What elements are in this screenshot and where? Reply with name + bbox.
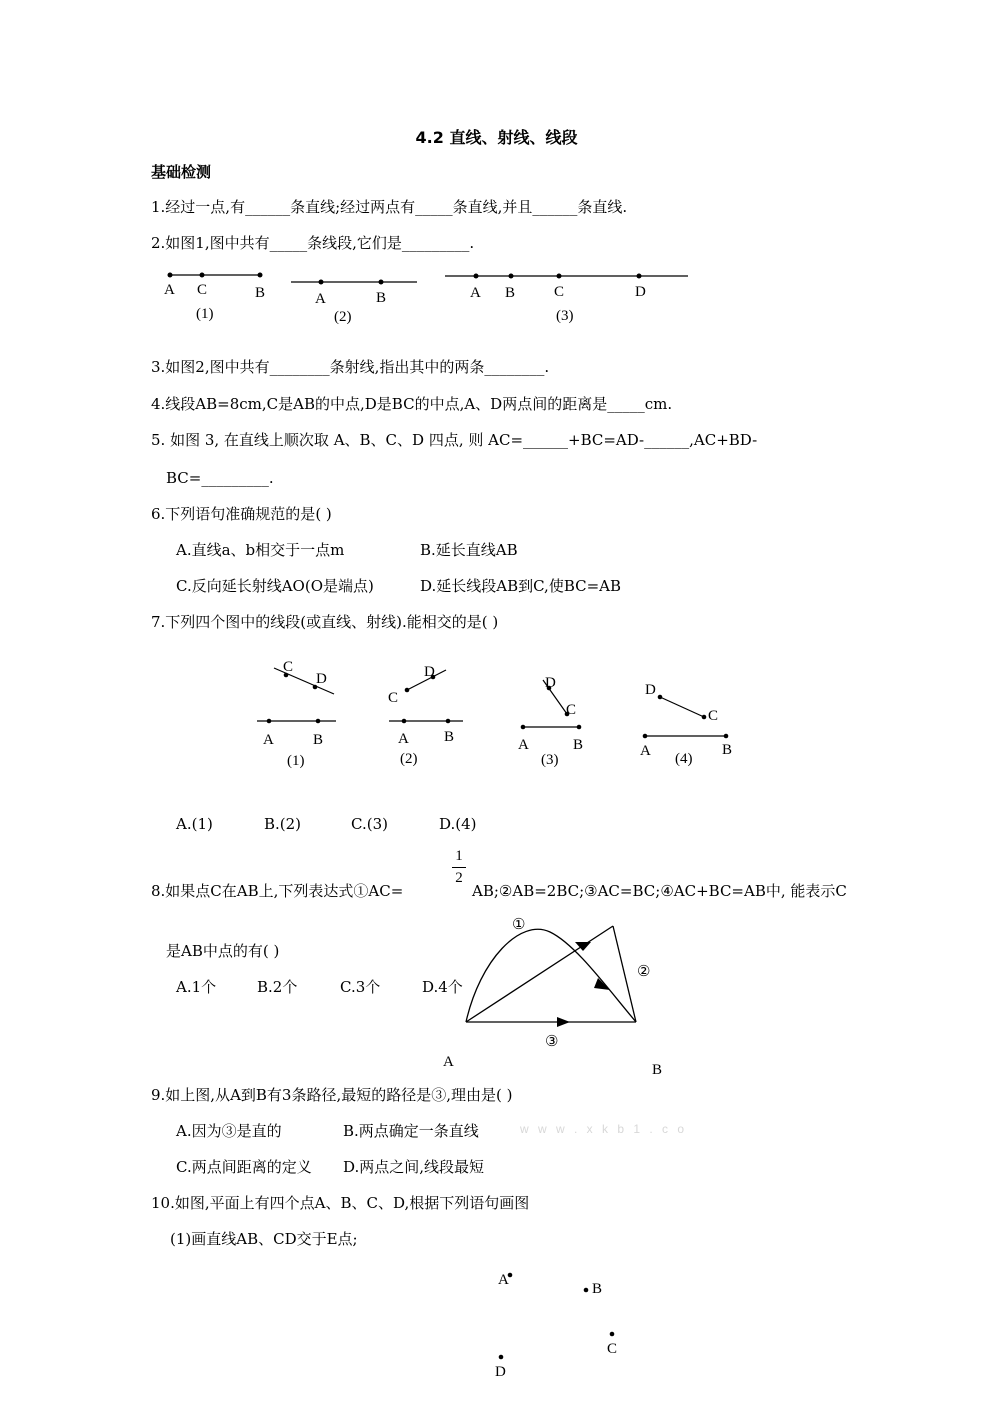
- q9-option-d: D.两点之间,线段最短: [343, 1158, 485, 1176]
- fig1-label: B: [255, 285, 266, 301]
- fig1-caption: (2): [334, 309, 352, 325]
- fig10-label-d: D: [495, 1364, 506, 1380]
- q6-option-d: D.延长线段AB到C,使BC=AB: [420, 577, 622, 595]
- fig1-label: A: [164, 282, 175, 298]
- fraction-numerator: 1: [455, 848, 463, 864]
- question-7: 7.下列四个图中的线段(或直线、射线).能相交的是( ): [151, 613, 499, 631]
- q8-ac: AC=: [368, 882, 404, 900]
- fig7-label: B: [722, 742, 733, 758]
- fig7-label: A: [398, 731, 409, 747]
- q6-option-c: C.反向延长射线AO(O是端点): [176, 577, 374, 595]
- fig7-caption: (1): [287, 753, 305, 769]
- fig7-label: C: [566, 702, 577, 718]
- question-9: 9.如上图,从A到B有3条路径,最短的路径是③,理由是( ): [151, 1086, 513, 1104]
- fig1-label: C: [197, 282, 208, 298]
- fig7-label: D: [424, 664, 435, 680]
- q8-option-d: D.4个: [422, 978, 463, 996]
- question-1: 1.经过一点,有______条直线;经过两点有_____条直线,并且______条直线.: [151, 198, 628, 216]
- fig7-caption: (3): [541, 752, 559, 768]
- point-b-label: B: [652, 1062, 663, 1078]
- fig7-label: C: [708, 708, 719, 724]
- route-1-label: ①: [512, 917, 526, 933]
- fig7-label: C: [283, 659, 294, 675]
- fraction-denominator: 2: [455, 870, 463, 886]
- question-10-part-1: (1)画直线AB、CD交于E点;: [170, 1230, 358, 1248]
- fig7-caption: (4): [675, 751, 693, 767]
- fig1-label: A: [315, 291, 326, 307]
- q8-option-c: C.3个: [340, 978, 381, 996]
- route-2-label: ②: [637, 964, 651, 980]
- fig7-label: D: [545, 675, 556, 691]
- fig1-label: B: [505, 285, 516, 301]
- q6-option-a: A.直线a、b相交于一点m: [176, 541, 345, 559]
- page-title: 4.2 直线、射线、线段: [415, 128, 578, 147]
- q9-option-c: C.两点间距离的定义: [176, 1158, 312, 1176]
- fig1-caption: (3): [556, 308, 574, 324]
- q8-option-a: A.1个: [176, 978, 217, 996]
- fig7-label: A: [640, 743, 651, 759]
- q9-option-b: B.两点确定一条直线: [343, 1122, 479, 1140]
- question-8-rest: AB;②AB=2BC;③AC=BC;④AC+BC=AB中, 能表示C: [472, 882, 847, 900]
- fig7-label: A: [518, 737, 529, 753]
- fig7-label: D: [316, 671, 327, 687]
- fig7-caption: (2): [400, 751, 418, 767]
- question-10: 10.如图,平面上有四个点A、B、C、D,根据下列语句画图: [151, 1194, 530, 1212]
- fig7-label: C: [388, 690, 399, 706]
- point-a-label: A: [443, 1054, 454, 1070]
- q9-option-a: A.因为③是直的: [176, 1122, 282, 1140]
- fig1-label: B: [376, 290, 387, 306]
- fig10-label-b: B: [592, 1281, 603, 1297]
- question-2: 2.如图1,图中共有_____条线段,它们是_________.: [151, 234, 475, 252]
- route-3-label: ③: [545, 1034, 559, 1050]
- fig7-label: B: [573, 737, 584, 753]
- question-5-cont: BC=_________.: [166, 469, 274, 487]
- fig7-label: B: [313, 732, 324, 748]
- question-5: 5. 如图 3, 在直线上顺次取 A、B、C、D 四点, 则 AC=______+BC=AD-______,AC+BD-: [151, 431, 758, 449]
- fig10-label-c: C: [607, 1341, 618, 1357]
- q7-option-a: A.(1): [176, 815, 213, 833]
- section-heading: 基础检测: [151, 163, 212, 181]
- fig1-caption: (1): [196, 306, 214, 322]
- q8-prefix: 8.如果点C在AB上,下列表达式①: [151, 882, 369, 900]
- q7-option-c: C.(3): [351, 815, 388, 833]
- fig7-label: A: [263, 732, 274, 748]
- question-3: 3.如图2,图中共有________条射线,指出其中的两条________.: [151, 358, 550, 376]
- question-8-cont: 是AB中点的有( ): [166, 942, 280, 960]
- q8-option-b: B.2个: [257, 978, 298, 996]
- fig1-label: D: [635, 284, 646, 300]
- q6-option-b: B.延长直线AB: [420, 541, 518, 559]
- watermark: w w w . x k b 1 . c o: [520, 1122, 688, 1136]
- fig10-label-a: A: [498, 1272, 509, 1288]
- fig7-label: D: [645, 682, 656, 698]
- fig1-label: A: [470, 285, 481, 301]
- q7-option-d: D.(4): [439, 815, 477, 833]
- fig1-label: C: [554, 284, 565, 300]
- fig7-label: B: [444, 729, 455, 745]
- q7-option-b: B.(2): [264, 815, 302, 833]
- question-6: 6.下列语句准确规范的是( ): [151, 505, 332, 523]
- question-4: 4.线段AB=8cm,C是AB的中点,D是BC的中点,A、D两点间的距离是_____cm.: [151, 395, 673, 413]
